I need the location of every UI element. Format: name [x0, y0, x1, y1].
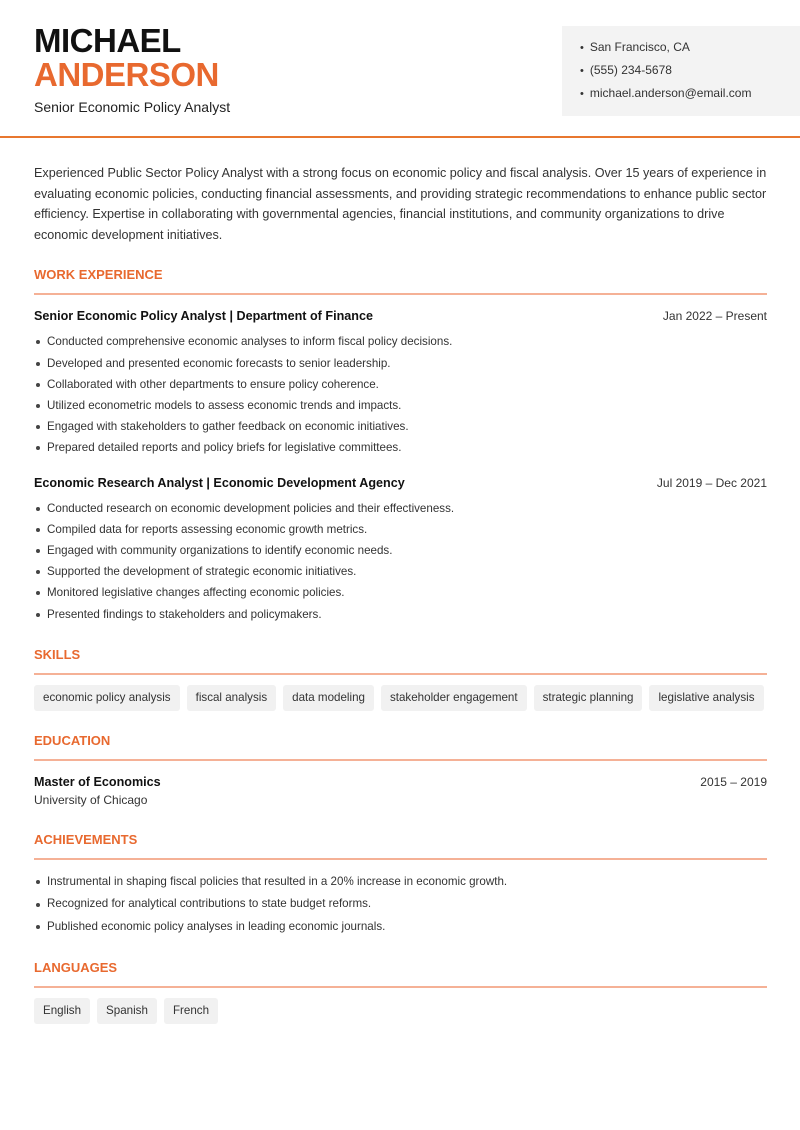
job-title: Economic Research Analyst | Economic Development Agency — [34, 475, 405, 490]
list-item: Conducted comprehensive economic analyses to inform fiscal policy decisions. — [34, 331, 767, 352]
contact-phone: • (555) 234-5678 — [580, 60, 800, 83]
list-item: Conducted research on economic development policies and their effectiveness. — [34, 498, 767, 519]
list-item: Compiled data for reports assessing economic growth metrics. — [34, 519, 767, 540]
job-entry — [34, 307, 767, 458]
list-item: Developed and presented economic forecasts to senior leadership. — [34, 353, 767, 374]
list-item: Utilized econometric models to assess economic trends and impacts. — [34, 395, 767, 416]
list-item: Supported the development of strategic economic initiatives. — [34, 561, 767, 582]
skills-section — [34, 647, 767, 711]
job-dates: Jul 2019 – Dec 2021 — [656, 475, 767, 490]
first-name: MICHAEL — [34, 22, 181, 59]
last-name: ANDERSON — [34, 56, 219, 93]
list-item: Monitored legislative changes affecting economic policies. — [34, 582, 767, 603]
skill-tag: fiscal analysis — [187, 685, 277, 711]
skill-tag: data modeling — [283, 685, 374, 711]
language-tag: English — [34, 998, 90, 1024]
summary: Experienced Public Sector Policy Analyst with a strong focus on economic policy and fiscal analysis. Over 15 years of experience in evaluating economic policies, conducting financial assessments, and providing strategic recommendations to enhance public sector efficiency. Expertise in collaborating with governmental agencies, financial institutions, and community organizations to drive economic development initiatives. — [34, 166, 767, 242]
section-heading: LANGUAGES — [34, 960, 767, 988]
job-dates: Jan 2022 – Present — [662, 309, 767, 324]
section-heading: SKILLS — [34, 647, 767, 675]
education-dates: 2015 – 2019 — [700, 774, 767, 789]
degree: Master of Economics — [34, 774, 161, 789]
job-title: Senior Economic Policy Analyst — [34, 99, 231, 115]
list-item: Instrumental in shaping fiscal policies that resulted in a 20% increase in economic growth. — [34, 871, 767, 894]
work-experience-section — [34, 267, 767, 624]
list-item: Recognized for analytical contributions to state budget reforms. — [34, 893, 767, 916]
language-tag: Spanish — [97, 998, 157, 1024]
job-entry — [34, 474, 767, 625]
section-heading: EDUCATION — [34, 733, 767, 761]
education-section — [34, 733, 767, 810]
skill-tag: legislative analysis — [649, 685, 763, 711]
resume-header — [0, 0, 800, 138]
list-item: Collaborated with other departments to ensure policy coherence. — [34, 374, 767, 395]
language-tag: French — [164, 998, 218, 1024]
section-heading: WORK EXPERIENCE — [34, 267, 767, 295]
skill-tag: stakeholder engagement — [381, 685, 527, 711]
list-item: Prepared detailed reports and policy briefs for legislative committees. — [34, 437, 767, 458]
section-heading: ACHIEVEMENTS — [34, 832, 767, 860]
list-item: Engaged with stakeholders to gather feedback on economic initiatives. — [34, 416, 767, 437]
contact-email[interactable]: • michael.anderson@email.com — [580, 83, 800, 106]
achievements-section — [34, 832, 767, 939]
list-item: Published economic policy analyses in leading economic journals. — [34, 916, 767, 939]
job-title: Senior Economic Policy Analyst | Department of Finance — [34, 309, 373, 324]
school: University of Chicago — [34, 792, 148, 807]
contact-box — [562, 26, 800, 116]
contact-location: • San Francisco, CA — [580, 37, 800, 60]
list-item: Presented findings to stakeholders and policymakers. — [34, 604, 767, 625]
list-item: Engaged with community organizations to identify economic needs. — [34, 540, 767, 561]
skill-tag: economic policy analysis — [34, 685, 180, 711]
skill-tag: strategic planning — [534, 685, 643, 711]
languages-section — [34, 960, 767, 1024]
